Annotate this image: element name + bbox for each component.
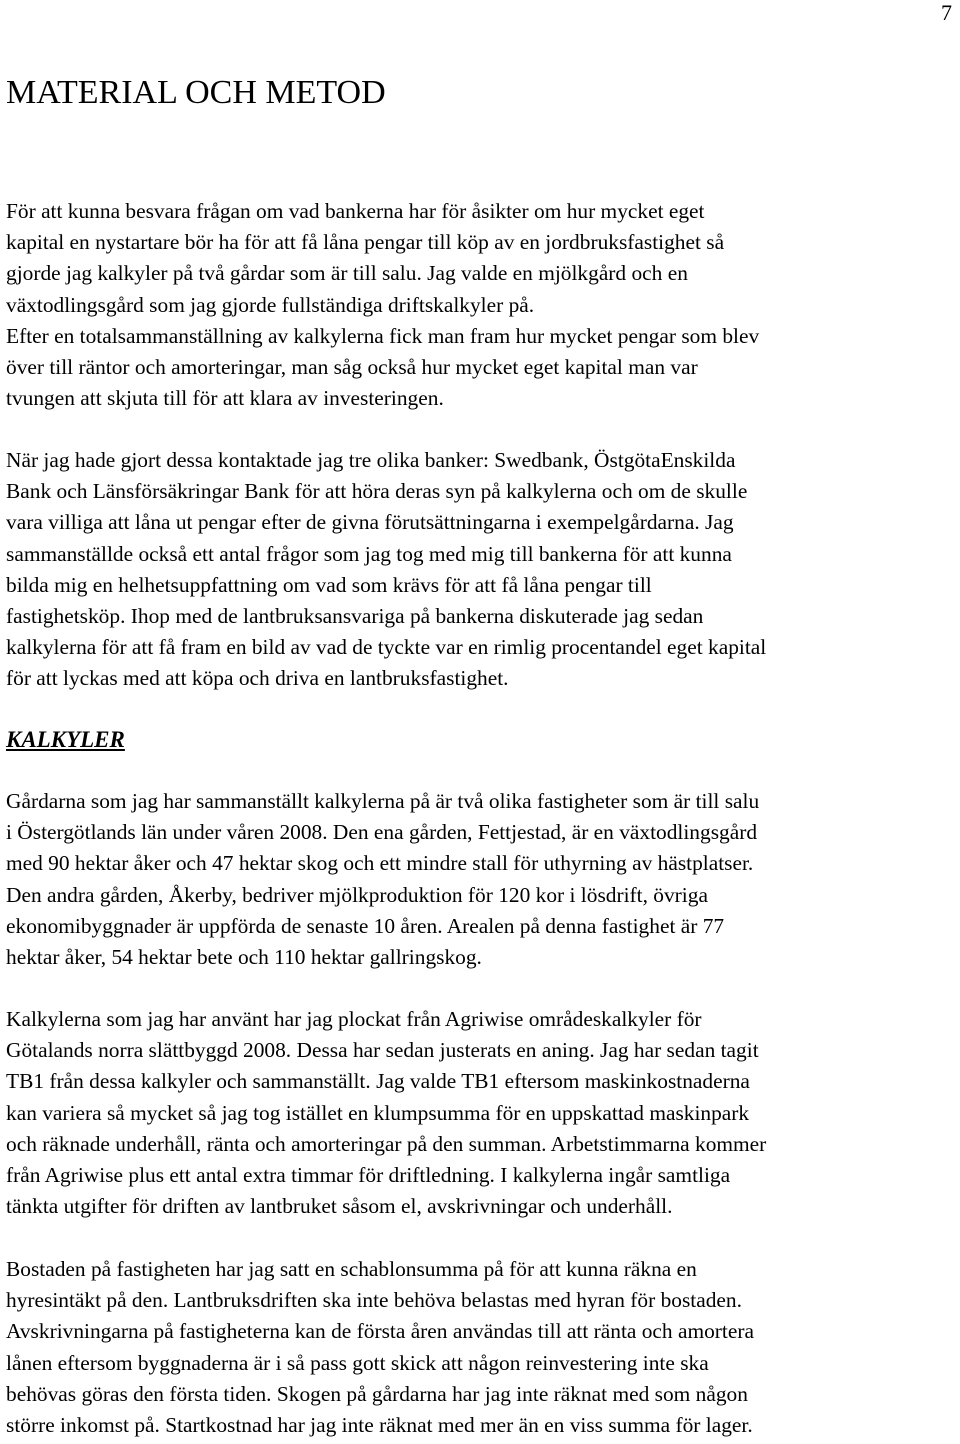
text-line: med 90 hektar åker och 47 hektar skog och ett mindre stall för uthyrning av hästplatser. bbox=[6, 851, 754, 876]
text-line: över till räntor och amorteringar, man såg också hur mycket eget kapital man var bbox=[6, 355, 698, 380]
text-line: lånen eftersom byggnaderna är i så pass gott skick att någon reinvestering inte ska bbox=[6, 1350, 709, 1375]
text-line: kalkylerna för att få fram en bild av vad de tyckte var en rimlig procentandel eget kapital bbox=[6, 635, 767, 660]
text-line: vara villiga att låna ut pengar efter de givna förutsättningarna i exempelgårdarna. Jag bbox=[6, 510, 734, 535]
text-line: ekonomibyggnader är uppförda de senaste 10 åren. Arealen på denna fastighet är 77 bbox=[6, 913, 725, 938]
text-line: kan variera så mycket så jag tog istället en klumpsumma för en uppskattad maskinpark bbox=[6, 1100, 750, 1125]
text-line: När jag hade gjort dessa kontaktade jag tre olika banker: Swedbank, ÖstgötaEnskilda bbox=[6, 448, 736, 472]
text-line: bilda mig en helhetsuppfattning om vad som krävs för att få låna pengar till bbox=[6, 572, 652, 597]
text-line: hyresintäkt på den. Lantbruksdriften ska inte behöva belastas med hyran för bostaden. bbox=[6, 1288, 742, 1313]
text-line: Bostaden på fastigheten har jag satt en schablonsumma på för att kunna räkna en bbox=[6, 1257, 697, 1281]
text-line: gjorde jag kalkyler på två gårdar som är till salu. Jag valde en mjölkgård och en bbox=[6, 261, 688, 286]
text-line: kapital en nystartare bör ha för att få låna pengar till köp av en jordbruksfastighet så bbox=[6, 230, 725, 255]
text-line: TB1 från dessa kalkyler och sammanställt. Jag valde TB1 eftersom maskinkostnaderna bbox=[6, 1069, 750, 1094]
text-line: Avskrivningarna på fastigheterna kan de första åren användas till att ränta och amortera bbox=[6, 1319, 754, 1344]
text-line: större inkomst på. Startkostnad har jag inte räknat med mer än en viss summa för lager. bbox=[6, 1413, 753, 1438]
text-line: växtodlingsgård som jag gjorde fullständiga driftskalkyler på. bbox=[6, 292, 535, 317]
text-line: Den andra gården, Åkerby, bedriver mjölkproduktion för 120 kor i lösdrift, övriga bbox=[6, 882, 708, 907]
text-line: fastighetsköp. Ihop med de lantbruksansvariga på bankerna diskuterade jag sedan bbox=[6, 604, 704, 629]
text-line: Efter en totalsammanställning av kalkylerna fick man fram hur mycket pengar som blev bbox=[6, 323, 760, 348]
text-line: Götalands norra slättbyggd 2008. Dessa har sedan justerats en aning. Jag har sedan tagit bbox=[6, 1038, 759, 1063]
text-line: hektar åker, 54 hektar bete och 110 hektar gallringskog. bbox=[6, 945, 482, 970]
paragraph-housing bbox=[6, 1254, 956, 1441]
text-line: Bank och Länsförsäkringar Bank för att höra deras syn på kalkylerna och om de skulle bbox=[6, 479, 748, 504]
text-line: Gårdarna som jag har sammanställt kalkylerna på är två olika fastigheter som är till salu bbox=[6, 789, 760, 813]
text-line: från Agriwise plus ett antal extra timmar för driftledning. I kalkylerna ingår samtliga bbox=[6, 1163, 731, 1188]
paragraph-banks bbox=[6, 445, 956, 695]
text-line: Kalkylerna som jag har använt har jag plockat från Agriwise områdeskalkyler för bbox=[6, 1007, 702, 1031]
text-line: tvungen att skjuta till för att klara av investeringen. bbox=[6, 386, 444, 411]
text-line: för att lyckas med att köpa och driva en lantbruksfastighet. bbox=[6, 666, 509, 691]
paragraph-farms bbox=[6, 786, 956, 973]
text-line: tänkta utgifter för driften av lantbruket såsom el, avskrivningar och underhåll. bbox=[6, 1194, 673, 1219]
text-line: behövas göras den första tiden. Skogen på gårdarna har jag inte räknat med som någon bbox=[6, 1381, 748, 1406]
page-heading: MATERIAL OCH METOD bbox=[6, 74, 386, 111]
text-line: sammanställde också ett antal frågor som jag tog med mig till bankerna för att kunna bbox=[6, 541, 732, 566]
paragraph-intro bbox=[6, 196, 956, 414]
text-line: och räknade underhåll, ränta och amorteringar på den summan. Arbetstimmarna kommer bbox=[6, 1131, 767, 1156]
paragraph-calculations bbox=[6, 1004, 956, 1222]
section-heading-kalkyler: KALKYLER bbox=[6, 727, 125, 752]
text-line: För att kunna besvara frågan om vad bankerna har för åsikter om hur mycket eget bbox=[6, 199, 705, 223]
page-number: 7 bbox=[941, 0, 952, 25]
text-line: i Östergötlands län under våren 2008. Den ena gården, Fettjestad, är en växtodlingsgård bbox=[6, 820, 758, 845]
